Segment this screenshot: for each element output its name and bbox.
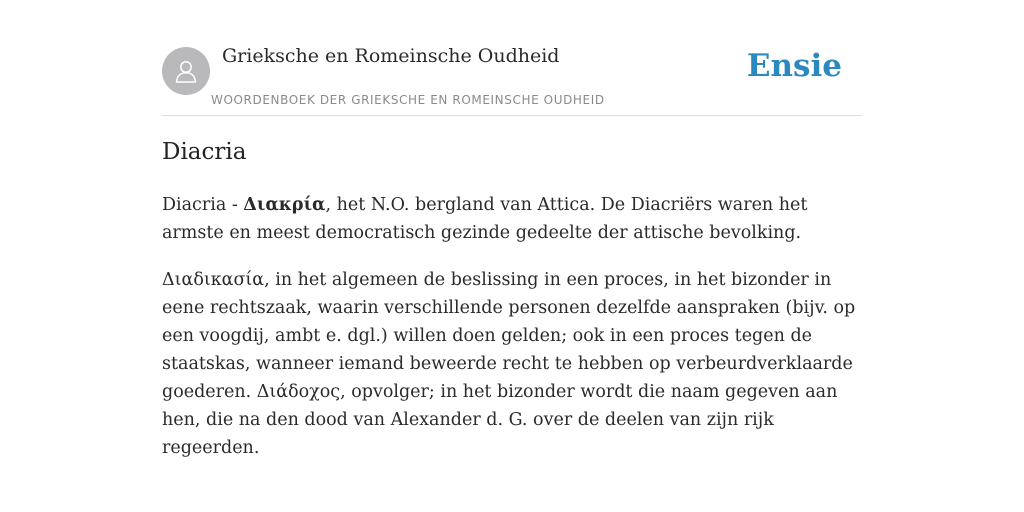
entry-definition: , het N.O. bergland van Attica. De Diacriërs waren het armste en meest democratisch gezinde gedeelte der attische bevolking. bbox=[162, 195, 808, 243]
user-icon bbox=[172, 57, 200, 85]
greek-term: Διακρία bbox=[243, 195, 326, 215]
header-divider bbox=[162, 115, 862, 116]
entry-prefix: Diacria - bbox=[162, 195, 244, 215]
entry-paragraph-1 bbox=[162, 191, 864, 247]
source-avatar[interactable] bbox=[162, 47, 210, 95]
entry-content bbox=[162, 191, 864, 481]
entry-paragraph-2: Διαδικασία, in het algemeen de beslissing in een proces, in het bizonder in eene rechtszaak, waarin verschillende personen dezelfde aanspraken (bijv. op een voogdij, ambt e. dgl.) willen doen gelden; ook in een proces tegen de staatskas, wanneer iemand beweerde recht te hebben op verbeurdverklaarde goederen. Διάδοχος, opvolger; in het bizonder wordt die naam gegeven aan hen, die na den dood van Alexander d. G. over de deelen van zijn rijk regeerden. bbox=[162, 270, 856, 458]
entry-title: Diacria bbox=[162, 139, 247, 165]
source-subtitle: WOORDENBOEK DER GRIEKSCHE EN ROMEINSCHE OUDHEID bbox=[211, 93, 605, 107]
ensie-logo[interactable]: Ensie bbox=[746, 48, 842, 84]
source-title[interactable]: Grieksche en Romeinsche Oudheid bbox=[222, 45, 560, 67]
